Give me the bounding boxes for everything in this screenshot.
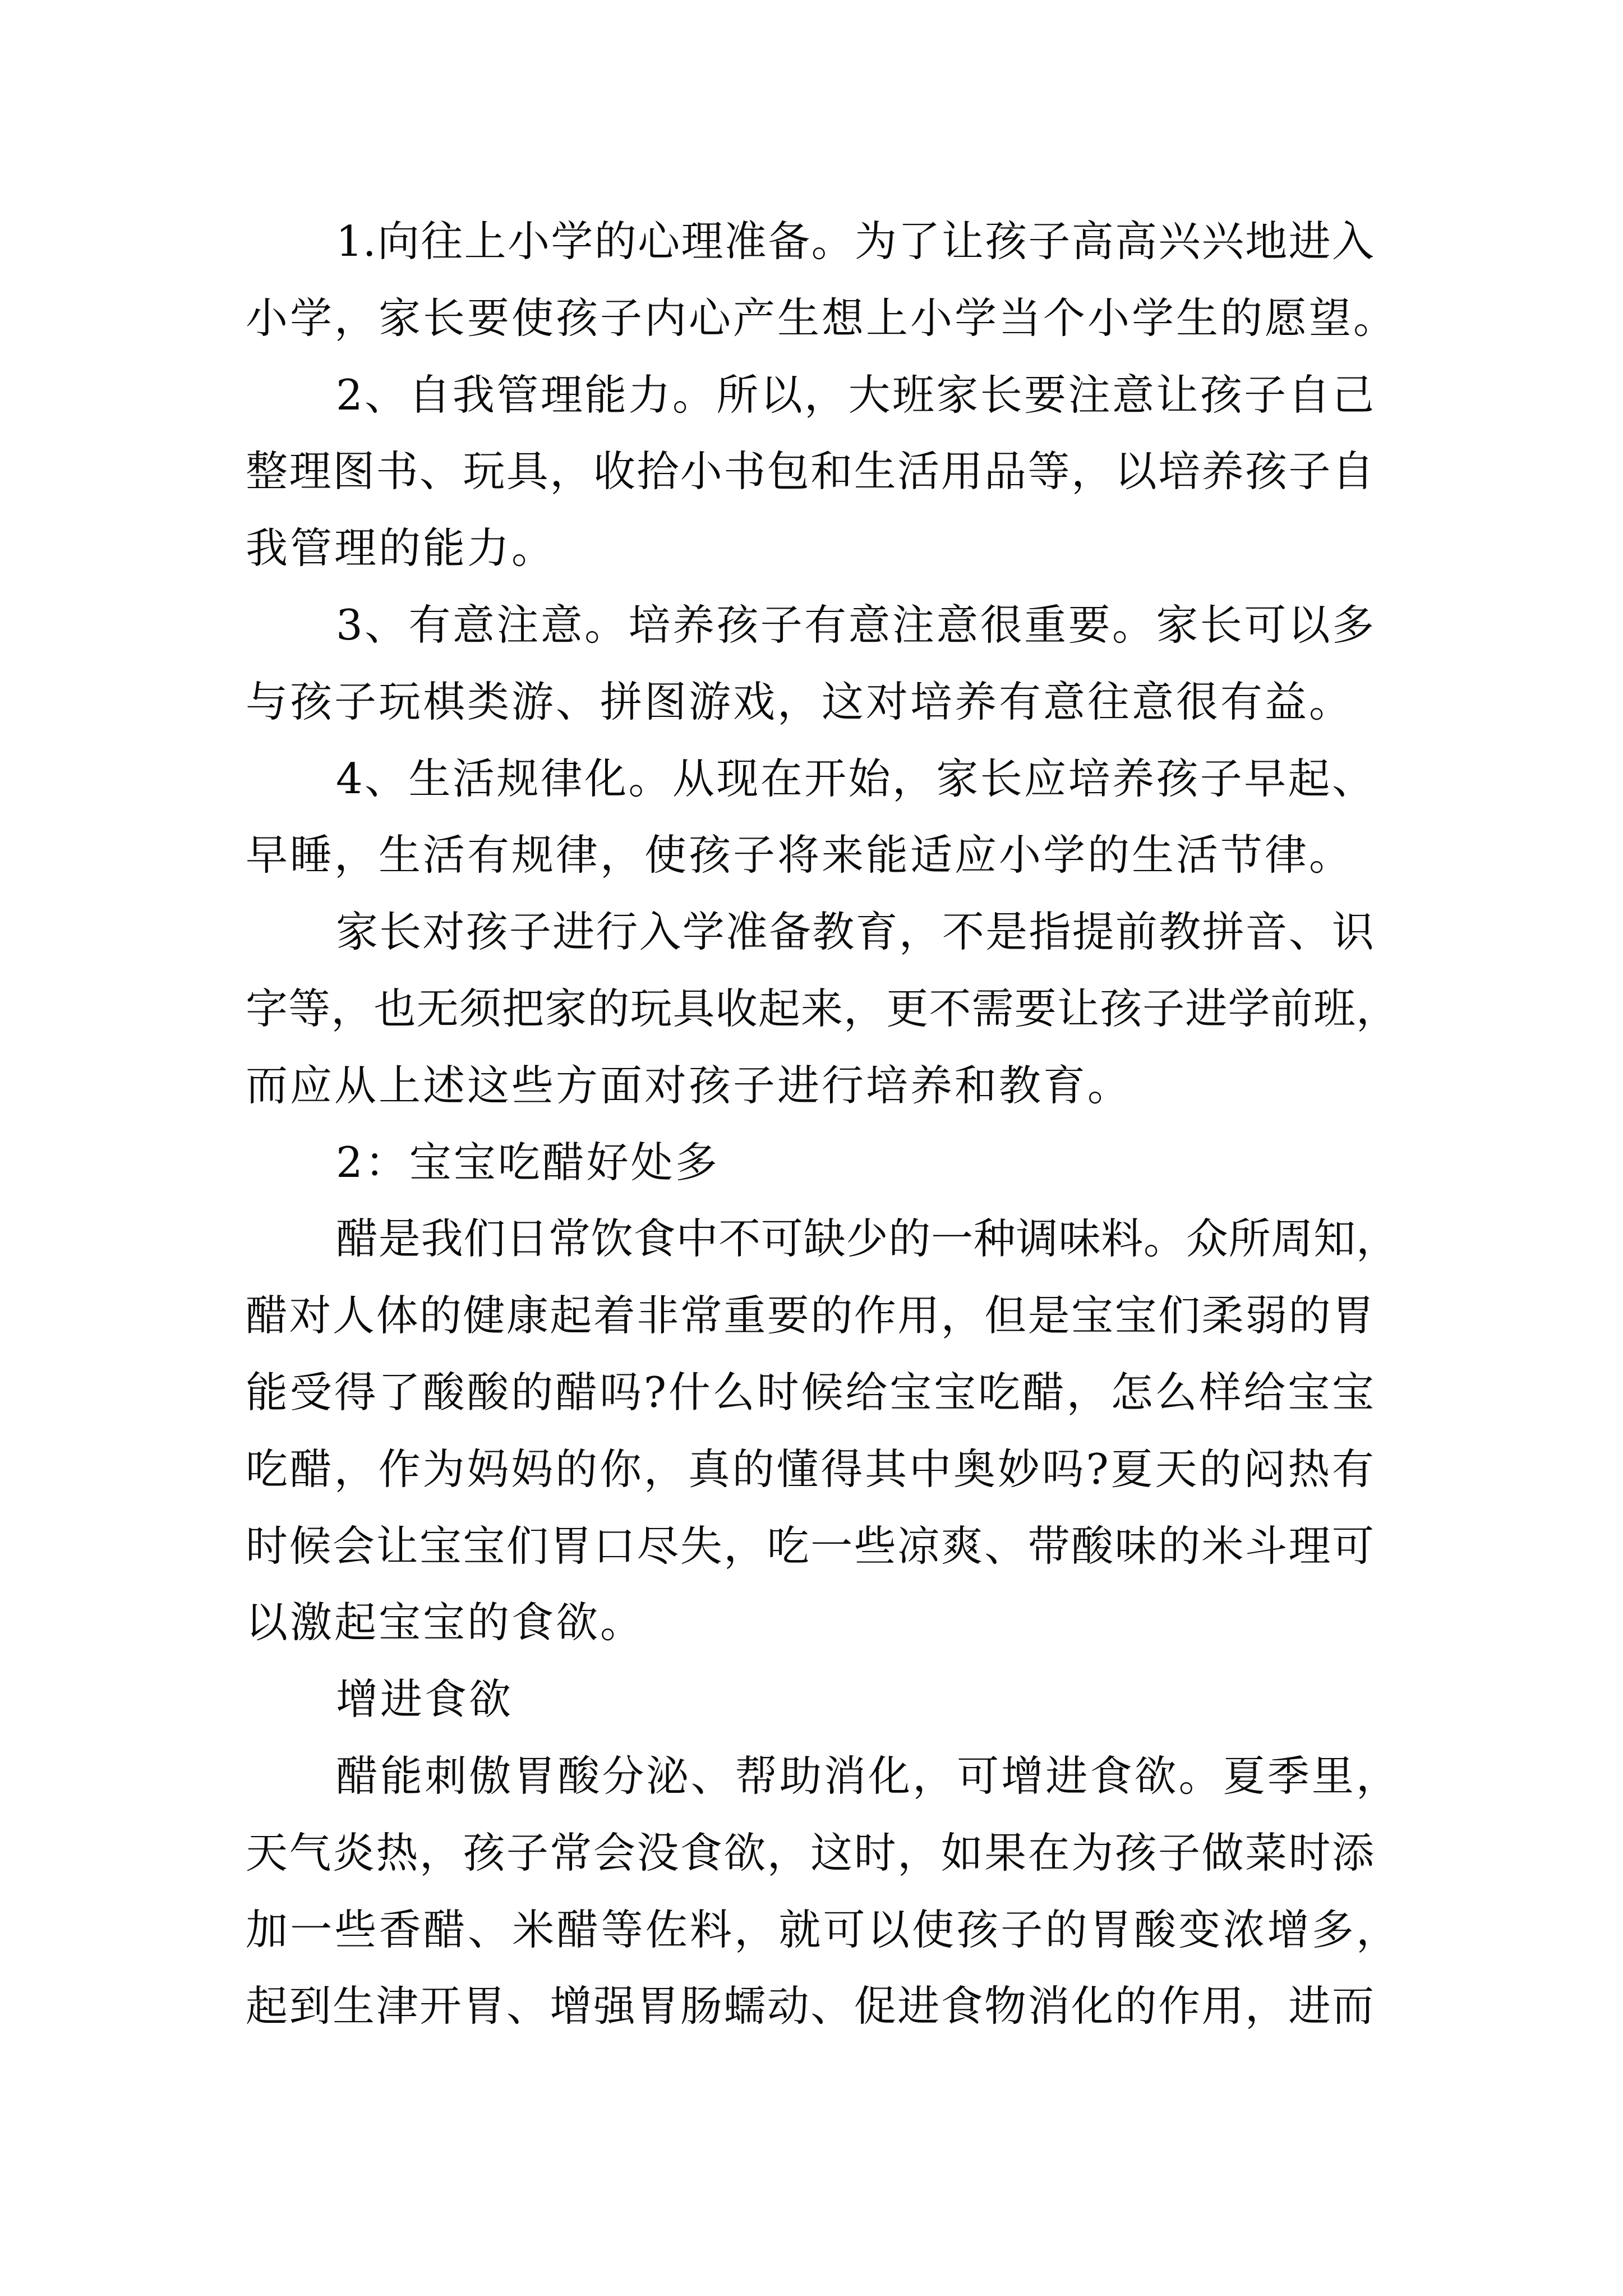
text-line: 与孩子玩棋类游、拼图游戏，这对培养有意往意很有益。: [246, 677, 1354, 726]
text-line: 早睡，生活有规律，使孩子将来能适应小学的生活节律。: [246, 830, 1354, 880]
text-line: 4、生活规律化。从现在开始，家长应培养孩子早起、: [336, 753, 1374, 803]
text-line: 字等，也无须把家的玩具收起来，更不需要让孩子进学前班，: [246, 983, 1398, 1033]
section-heading: [246, 1124, 1423, 1201]
paragraph-attention: [246, 587, 1423, 740]
subheading: [246, 1661, 1423, 1738]
section-heading-text: 2：宝宝吃醋好处多: [336, 1137, 720, 1187]
text-line: 醋能刺傲胃酸分泌、帮助消化，可增进食欲。夏季里，: [336, 1751, 1398, 1801]
text-line: 我管理的能力。: [246, 523, 556, 573]
text-line: 家长对孩子进行入学准备教育，不是指提前教拼音、识: [336, 907, 1374, 957]
text-line: 而应从上述这些方面对孩子进行培养和教育。: [246, 1060, 1132, 1110]
text-line: 醋是我们日常饮食中不可缺少的一种调味料。众所周知，: [336, 1214, 1398, 1264]
text-line: 起到生津开胃、增强胃肠蠕动、促进食物消化的作用，进而: [246, 1981, 1374, 2031]
paragraph-appetite: [246, 1738, 1423, 2045]
text-line: 2、自我管理能力。所以，大班家长要注意让孩子自己: [336, 370, 1374, 420]
paragraph-vinegar-intro: [246, 1200, 1423, 1661]
text-line: 整理图书、玩具，收拾小书包和生活用品等，以培养孩子自: [246, 447, 1374, 496]
text-line: 1.向往上小学的心理准备。为了让孩子高高兴兴地进入: [336, 217, 1374, 266]
document-body: [246, 203, 1423, 2045]
paragraph-school-readiness: [246, 203, 1423, 357]
paragraph-routine: [246, 740, 1423, 894]
text-line: 3、有意注意。培养孩子有意注意很重要。家长可以多: [336, 600, 1374, 650]
text-line: 时候会让宝宝们胃口尽失，吃一些凉爽、带酸味的米斗理可: [246, 1521, 1374, 1571]
text-line: 吃醋，作为妈妈的你，真的懂得其中奥妙吗?夏天的闷热有: [246, 1444, 1374, 1494]
text-line: 醋对人体的健康起着非常重要的作用，但是宝宝们柔弱的胃: [246, 1291, 1374, 1341]
text-line: 能受得了酸酸的醋吗?什么时候给宝宝吃醋，怎么样给宝宝: [246, 1367, 1374, 1417]
text-line: 加一些香醋、米醋等佐料，就可以使孩子的胃酸变浓增多，: [246, 1904, 1398, 1954]
paragraph-self-management: [246, 357, 1423, 587]
text-line: 小学，家长要使孩子内心产生想上小学当个小学生的愿望。: [246, 293, 1398, 343]
paragraph-summary: [246, 894, 1423, 1124]
text-line: 天气炎热，孩子常会没食欲，这时，如果在为孩子做菜时添: [246, 1828, 1374, 1878]
subheading-text: 增进食欲: [336, 1674, 514, 1724]
text-line: 以激起宝宝的食欲。: [246, 1598, 645, 1648]
